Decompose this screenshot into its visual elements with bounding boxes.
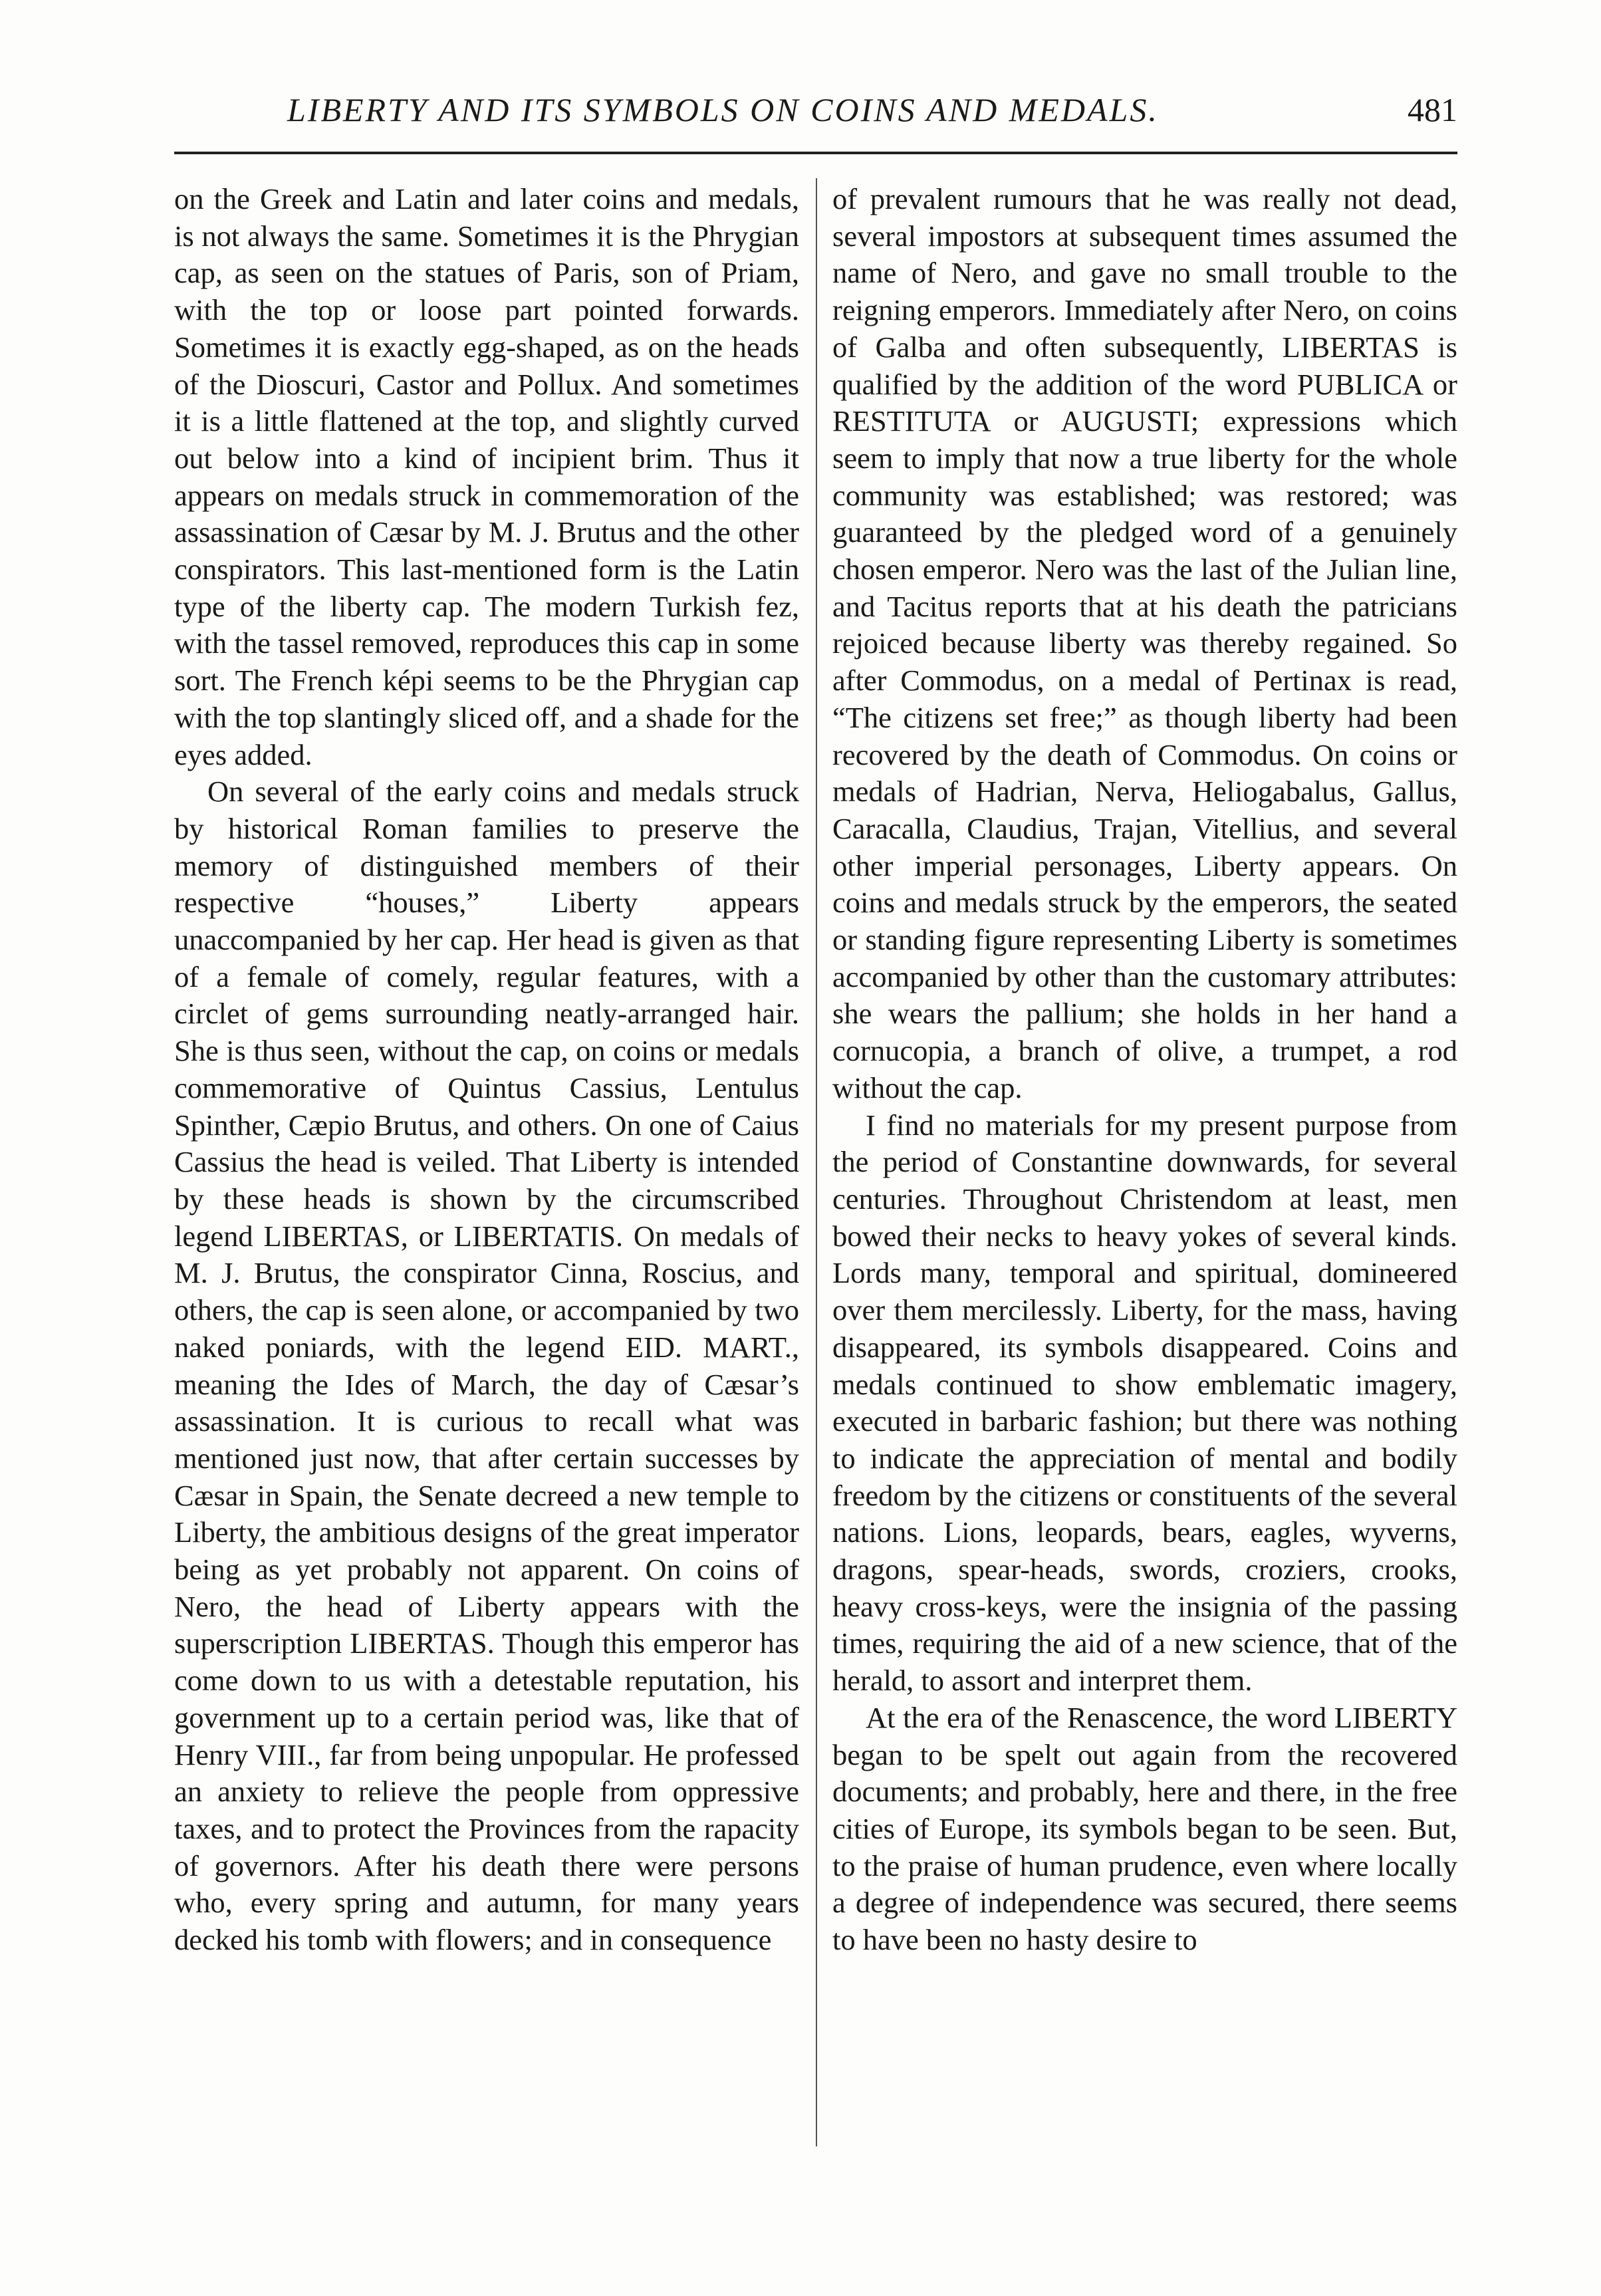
left-paragraph-1: on the Greek and Latin and later coins and medals, is not always the same. Sometimes it is the Phrygian cap, as seen on the statues of Paris, son of Priam, with the top or loose part pointed forwards. Sometimes it is exactly egg-shaped, as on the heads of the Dioscuri, Castor and Pollux. And sometimes it is a little flattened at the top, and slightly curved out below into a kind of incipient brim. Thus it appears on medals struck in commemoration of the assassination of Cæsar by M. J. Brutus and the other conspirators. This last-mentioned form is the Latin type of the liberty cap. The modern Turkish fez, with the tassel removed, reproduces this cap in some sort. The French képi seems to be the Phrygian cap with the top slantingly sliced off, and a shade for the eyes added. bbox=[174, 182, 799, 771]
left-column bbox=[174, 181, 799, 2189]
page-header bbox=[174, 85, 1457, 145]
running-title: LIBERTY AND ITS SYMBOLS ON COINS AND MEDALS. bbox=[287, 91, 1159, 128]
right-column bbox=[832, 181, 1457, 2189]
right-paragraph-3: At the era of the Renascence, the word LIBERTY began to be spelt out again from the recovered documents; and probably, here and there, in the free cities of Europe, its symbols began to be seen. But, to the praise of human prudence, even where locally a degree of independence was secured, there seems to have been no hasty desire to bbox=[832, 1700, 1457, 1957]
header-rule bbox=[174, 152, 1457, 154]
right-paragraph-1: of prevalent rumours that he was really not dead, several impostors at subsequent times assumed the name of Nero, and gave no small trouble to the reigning emperors. Immediately after Nero, on coins of Galba and often subsequently, LIBERTAS is qualified by the addition of the word PUBLICA or RESTITUTA or AUGUSTI; expressions which seem to imply that now a true liberty for the whole community was established; was restored; was guaranteed by the pledged word of a genuinely chosen emperor. Nero was the last of the Julian line, and Tacitus reports that at his death the patricians rejoiced because liberty was thereby regained. So after Commodus, on a medal of Pertinax is read, “The citizens set free;” as though liberty had been recovered by the death of Commodus. On coins or medals of Hadrian, Nerva, Heliogabalus, Gallus, Caracalla, Claudius, Trajan, Vitellius, and several other imperial personages, Liberty appears. On coins and medals struck by the emperors, the seated or standing figure representing Liberty is sometimes accompanied by other than the customary attributes: she wears the pallium; she holds in her hand a cornucopia, a branch of olive, a trumpet, a rod without the cap. bbox=[832, 182, 1457, 1104]
left-paragraph-2: On several of the early coins and medals struck by historical Roman families to preserve the memory of distinguished members of their respective “houses,” Liberty appears unaccompanied by her cap. Her head is given as that of a female of comely, regular features, with a circlet of gems surrounding neatly-arranged hair. She is thus seen, without the cap, on coins or medals commemorative of Quintus Cassius, Lentulus Spinther, Cæpio Brutus, and others. On one of Caius Cassius the head is veiled. That Liberty is intended by these heads is shown by the circumscribed legend LIBERTAS, or LIBERTATIS. On medals of M. J. Brutus, the conspirator Cinna, Roscius, and others, the cap is seen alone, or accompanied by two naked poniards, with the legend EID. MART., meaning the Ides of March, the day of Cæsar’s assassination. It is curious to recall what was mentioned just now, that after certain successes by Cæsar in Spain, the Senate decreed a new temple to Liberty, the ambitious designs of the great imperator being as yet probably not apparent. On coins of Nero, the head of Liberty appears with the superscription LIBERTAS. Though this emperor has come down to us with a detestable reputation, his government up to a certain period was, like that of Henry VIII., far from being unpopular. He professed an anxiety to relieve the people from oppressive taxes, and to protect the Provinces from the rapacity of governors. After his death there were persons who, every spring and autumn, for many years decked his tomb with flowers; and in consequence bbox=[174, 775, 799, 1957]
column-divider bbox=[816, 178, 817, 2146]
right-paragraph-2: I find no materials for my present purpose from the period of Constantine downwards, for several centuries. Throughout Christendom at least, men bowed their necks to heavy yokes of several kinds. Lords many, temporal and spiritual, domineered over them mercilessly. Liberty, for the mass, having disappeared, its symbols disappeared. Coins and medals continued to show emblematic imagery, executed in barbaric fashion; but there was nothing to indicate the appreciation of mental and bodily freedom by the citizens or constituents of the several nations. Lions, leopards, bears, eagles, wyverns, dragons, spear-heads, swords, croziers, crooks, heavy cross-keys, were the insignia of the passing times, requiring the aid of a new science, that of the herald, to assort and interpret them. bbox=[832, 1108, 1457, 1698]
page-number: 481 bbox=[1408, 91, 1457, 128]
